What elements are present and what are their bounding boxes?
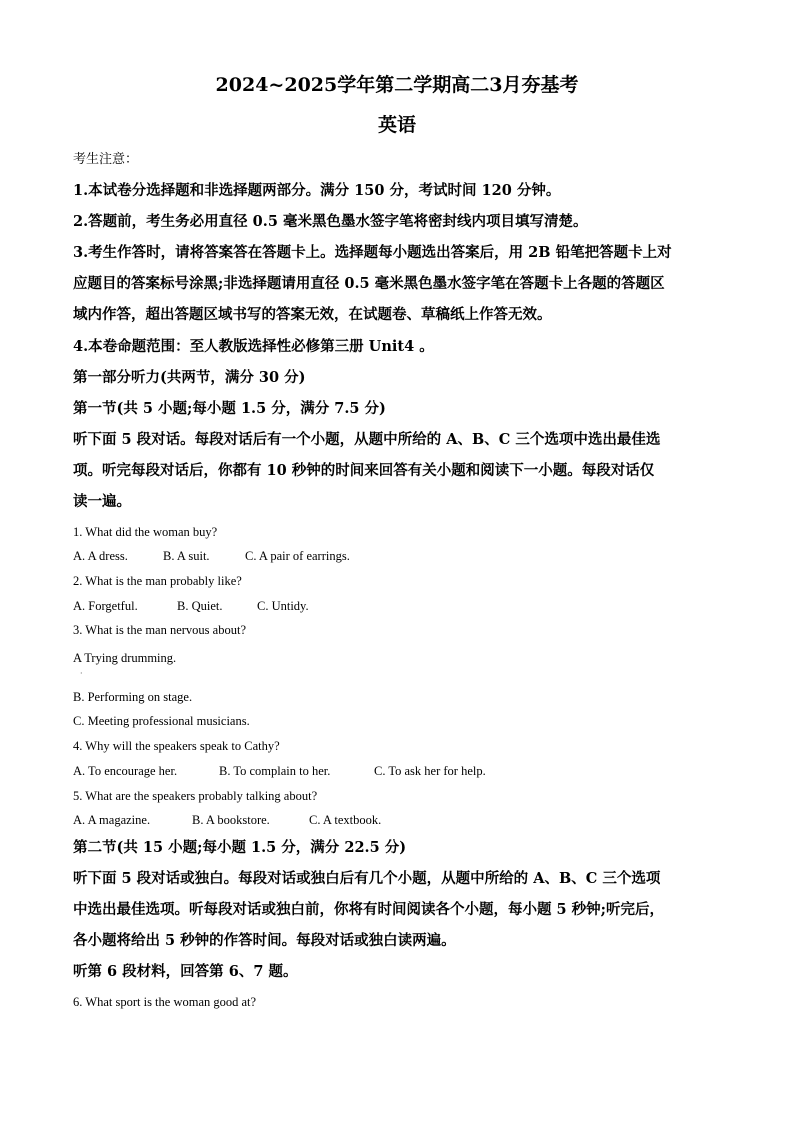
section2-heading: 第二节(共 15 小题;每小题 1.5 分，满分 22.5 分) (73, 839, 407, 856)
notice-item: 2.答题前，考生务必用直径 0.5 毫米黑色墨水签字笔将密封线内项目填写清楚。 (73, 213, 588, 230)
option-b: B. A suit. (163, 549, 210, 563)
question-options (73, 547, 733, 565)
option-c: C. Meeting professional musicians. (73, 714, 250, 728)
section2-instruction: 中选出最佳选项。听每段对话或独白前，你将有时间阅读各个小题，每小题 5 秒钟;听完后， (73, 901, 665, 918)
option-b: B. To complain to her. (219, 764, 331, 778)
exam-title: 2024~2025学年第二学期高二3月夯基考 (215, 74, 579, 96)
question-text: 4. Why will the speakers speak to Cathy? (73, 739, 280, 753)
question-text: 3. What is the man nervous about? (73, 623, 246, 637)
option-b: B. Quiet. (177, 599, 223, 613)
option-c: C. Untidy. (257, 599, 309, 613)
option-c: C. A textbook. (309, 813, 382, 827)
notice-item: 域内作答，超出答题区域书写的答案无效，在试题卷、草稿纸上作答无效。 (73, 306, 552, 323)
material-heading: 听第 6 段材料，回答第 6、7 题。 (73, 963, 298, 980)
section1-heading: 第一节(共 5 小题;每小题 1.5 分，满分 7.5 分) (73, 400, 386, 417)
option-c: C. A pair of earrings. (245, 549, 350, 563)
question-text: 2. What is the man probably like? (73, 574, 242, 588)
question-options (73, 811, 733, 829)
option-a: A. Forgetful. (73, 599, 138, 613)
question-text: 5. What are the speakers probably talking about? (73, 789, 318, 803)
notice-item: 3.考生作答时，请将答案答在答题卡上。选择题每小题选出答案后，用 2B 铅笔把答题卡上对 (73, 244, 672, 261)
notice-item: 1.本试卷分选择题和非选择题两部分。满分 150 分，考试时间 120 分钟。 (73, 182, 561, 199)
option-a: A. A dress. (73, 549, 128, 563)
option-a: A. A magazine. (73, 813, 151, 827)
notice-heading: 考生注意： (73, 152, 139, 167)
question-options (73, 597, 733, 615)
option-a: A. To encourage her. (73, 764, 178, 778)
option-b: B. A bookstore. (192, 813, 270, 827)
stray-dot: · (80, 669, 83, 678)
section2-instruction: 听下面 5 段对话或独白。每段对话或独白后有几个小题，从题中所给的 A、B、C 三个选项 (73, 870, 661, 887)
question-text: 1. What did the woman buy? (73, 525, 218, 539)
section2-instruction: 各小题将给出 5 秒钟的作答时间。每段对话或独白读两遍。 (73, 932, 456, 949)
question-options (73, 762, 733, 780)
option-b: B. Performing on stage. (73, 690, 193, 704)
question-text: 6. What sport is the woman good at? (73, 995, 257, 1009)
exam-subject: 英语 (377, 114, 416, 136)
section1-instruction: 听下面 5 段对话。每段对话后有一个小题，从题中所给的 A、B、C 三个选项中选出最佳选 (73, 431, 661, 448)
section1-instruction: 项。听完每段对话后，你都有 10 秒钟的时间来回答有关小题和阅读下一小题。每段对话仅 (73, 462, 655, 479)
notice-item: 4.本卷命题范围：至人教版选择性必修第三册 Unit4 。 (73, 338, 434, 355)
option-c: C. To ask her for help. (374, 764, 486, 778)
part1-heading: 第一部分听力(共两节，满分 30 分) (73, 369, 306, 386)
option-a: A Trying drumming. (73, 651, 177, 665)
notice-item: 应题目的答案标号涂黑;非选择题请用直径 0.5 毫米黑色墨水签字笔在答题卡上各题的答题区 (73, 275, 665, 292)
section1-instruction: 读一遍。 (73, 493, 131, 510)
